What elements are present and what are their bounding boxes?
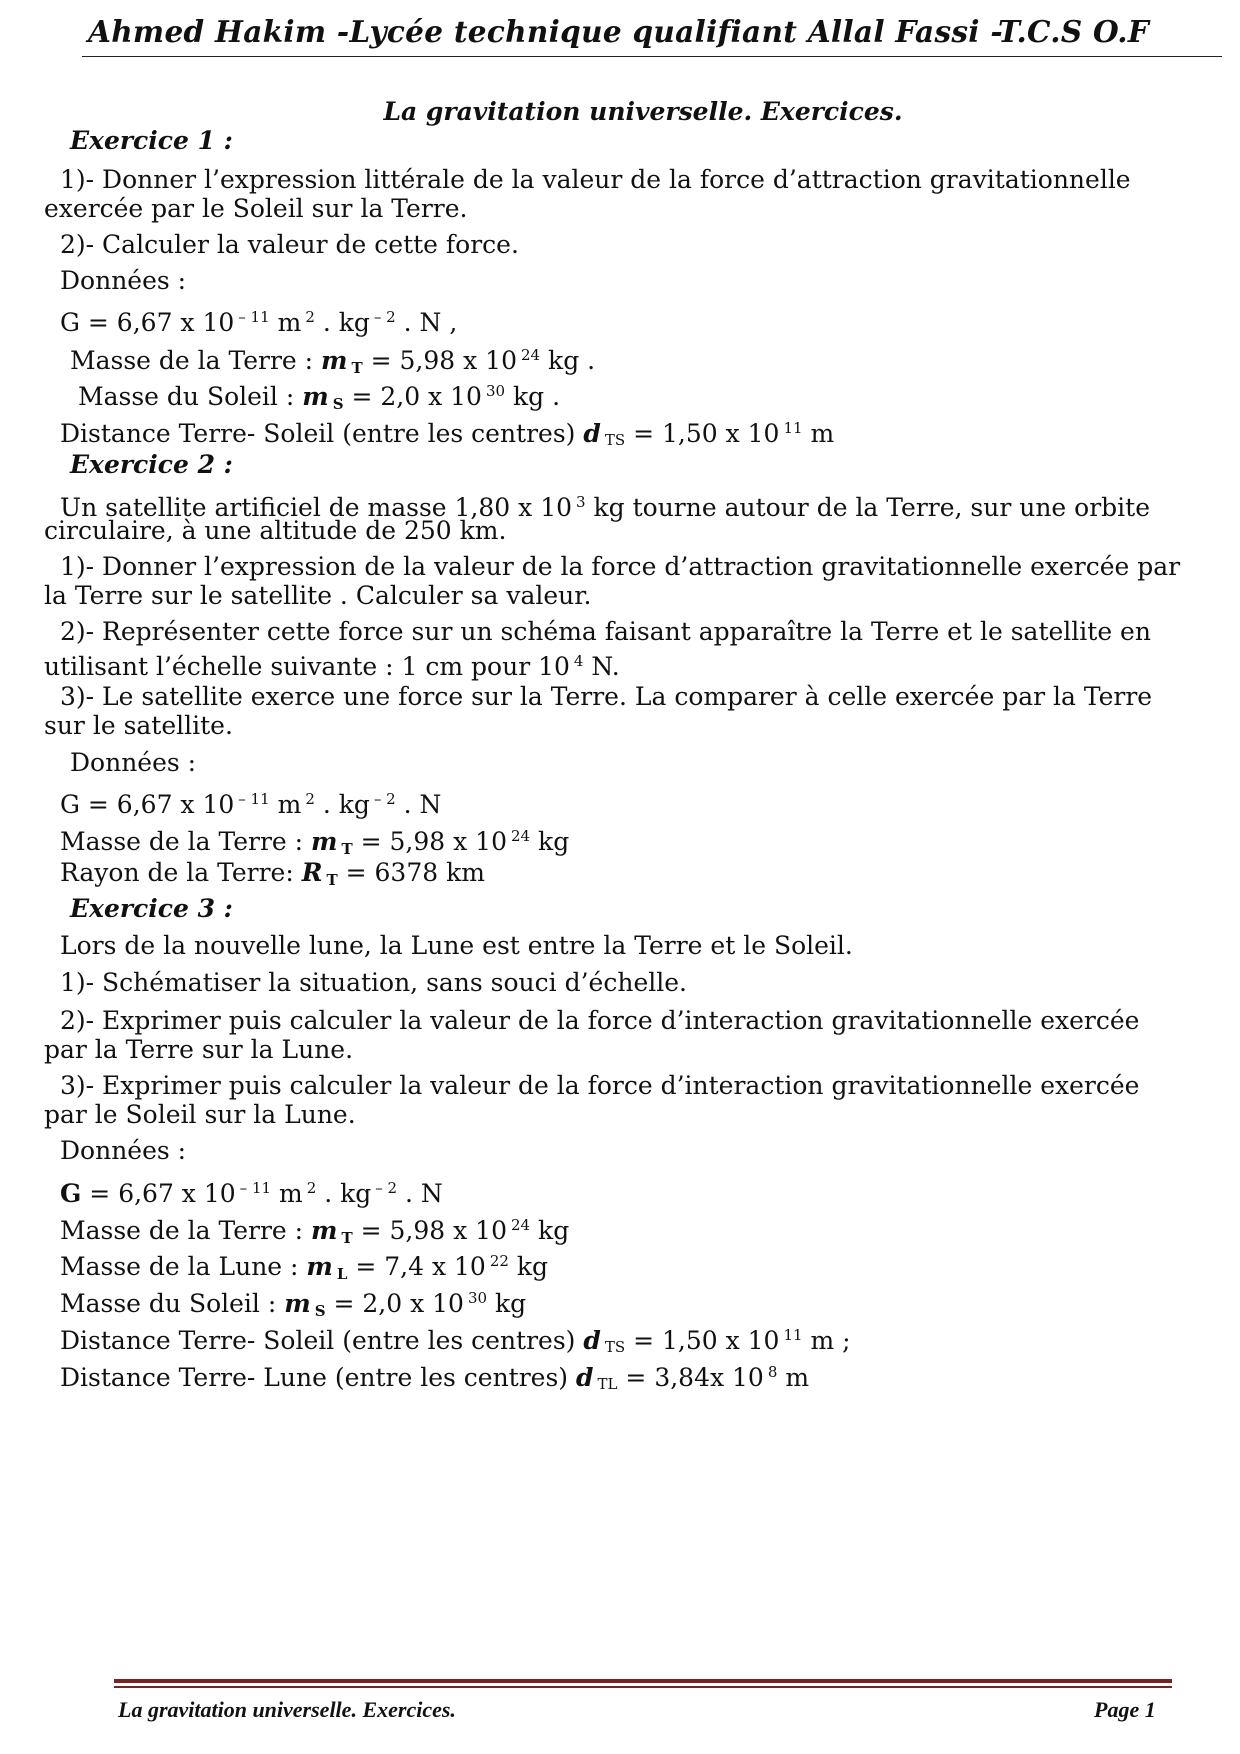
ex2-question-3-line-1: 3)- Le satellite exerce une force sur la Terre. La comparer à celle exercée par la Terre xyxy=(60,682,1153,711)
ex3-sun-mass: Masse du Soleil : m S = 2,0 x 10 $^{30}$ kg xyxy=(60,1289,527,1320)
header-title: Ahmed Hakim -Lycée technique qualifiant Allal Fassi -T.C.S O.F xyxy=(88,14,1150,49)
header-rule xyxy=(82,56,1222,57)
ex3-intro: Lors de la nouvelle lune, la Lune est entre la Terre et le Soleil. xyxy=(60,931,853,960)
ex1-question-1-line-1: 1)- Donner l’expression littérale de la valeur de la force d’attraction gravitationnelle xyxy=(60,165,1131,194)
ex3-donnees-label: Données : xyxy=(60,1136,187,1165)
ex2-donnees-label: Données : xyxy=(70,748,197,777)
footer-title: La gravitation universelle. Exercices. xyxy=(118,1697,456,1722)
ex3-moon-mass: Masse de la Lune : m L = 7,4 x 10 $^{22}$ kg xyxy=(60,1252,549,1283)
ex3-question-3-line-1: 3)- Exprimer puis calculer la valeur de la force d’interaction gravitationnelle exercée xyxy=(60,1071,1140,1100)
footer-rule-thick xyxy=(114,1679,1172,1683)
footer-rule-thin xyxy=(114,1686,1172,1688)
ex1-question-1-line-2: exercée par le Soleil sur la Terre. xyxy=(44,194,468,223)
ex1-donnees-label: Données : xyxy=(60,266,187,295)
ex1-earth-mass: Masse de la Terre : m T = 5,98 x 10 $^{24}$ kg . xyxy=(70,346,596,377)
ex2-question-2-line-2: utilisant l’échelle suivante : 1 cm pour 10 $^4$ N. xyxy=(44,652,620,681)
ex3-question-2-line-2: par la Terre sur la Lune. xyxy=(44,1035,354,1064)
ex3-question-3-line-2: par le Soleil sur la Lune. xyxy=(44,1100,356,1129)
ex3-earth-moon-distance: Distance Terre- Lune (entre les centres) d $_{TL}$ = 3,84x 10 $^8$ m xyxy=(60,1363,810,1393)
exercise-1-heading: Exercice 1 : xyxy=(70,126,233,155)
ex1-gravitational-constant: G = 6,67 x 10 $^{- 11}$ m $^2$ . kg $^{- 2}$ . N , xyxy=(60,308,458,337)
ex2-intro-line-2: circulaire, à une altitude de 250 km. xyxy=(44,516,507,545)
ex1-earth-sun-distance: Distance Terre- Soleil (entre les centres) d $_{TS}$ = 1,50 x 10 $^{11}$ m xyxy=(60,419,835,449)
ex2-gravitational-constant: G = 6,67 x 10 $^{- 11}$ m $^2$ . kg $^{- 2}$ . N xyxy=(60,790,442,819)
document-title: La gravitation universelle. Exercices. xyxy=(383,97,903,126)
exercise-2-heading: Exercice 2 : xyxy=(70,450,233,479)
ex3-earth-mass: Masse de la Terre : m T = 5,98 x 10 $^{24}$ kg xyxy=(60,1216,570,1247)
page-number: Page 1 xyxy=(1094,1697,1156,1722)
ex1-sun-mass: Masse du Soleil : m S = 2,0 x 10 $^{30}$ kg . xyxy=(78,382,561,413)
ex2-earth-radius: Rayon de la Terre: R T = 6378 km xyxy=(60,858,485,889)
ex1-question-2: 2)- Calculer la valeur de cette force. xyxy=(60,230,519,259)
exercise-3-heading: Exercice 3 : xyxy=(70,894,233,923)
ex2-question-1-line-2: la Terre sur le satellite . Calculer sa valeur. xyxy=(44,581,592,610)
ex3-question-2-line-1: 2)- Exprimer puis calculer la valeur de la force d’interaction gravitationnelle exercée xyxy=(60,1006,1140,1035)
ex2-question-1-line-1: 1)- Donner l’expression de la valeur de la force d’attraction gravitationnelle exercée par xyxy=(60,552,1181,581)
ex2-question-2-line-1: 2)- Représenter cette force sur un schéma faisant apparaître la Terre et le satellite en xyxy=(60,617,1151,646)
ex3-gravitational-constant: G = 6,67 x 10 $^{- 11}$ m $^2$ . kg $^{- 2}$ . N xyxy=(60,1179,443,1208)
ex2-earth-mass: Masse de la Terre : m T = 5,98 x 10 $^{24}$ kg xyxy=(60,827,570,858)
ex3-earth-sun-distance: Distance Terre- Soleil (entre les centres) d $_{TS}$ = 1,50 x 10 $^{11}$ m ; xyxy=(60,1326,851,1356)
ex3-question-1: 1)- Schématiser la situation, sans souci d’échelle. xyxy=(60,968,687,997)
ex2-question-3-line-2: sur le satellite. xyxy=(44,711,233,740)
ex2-intro-line-1: Un satellite artificiel de masse 1,80 x 10 $^3$ kg tourne autour de la Terre, sur une orbite xyxy=(60,493,1151,522)
